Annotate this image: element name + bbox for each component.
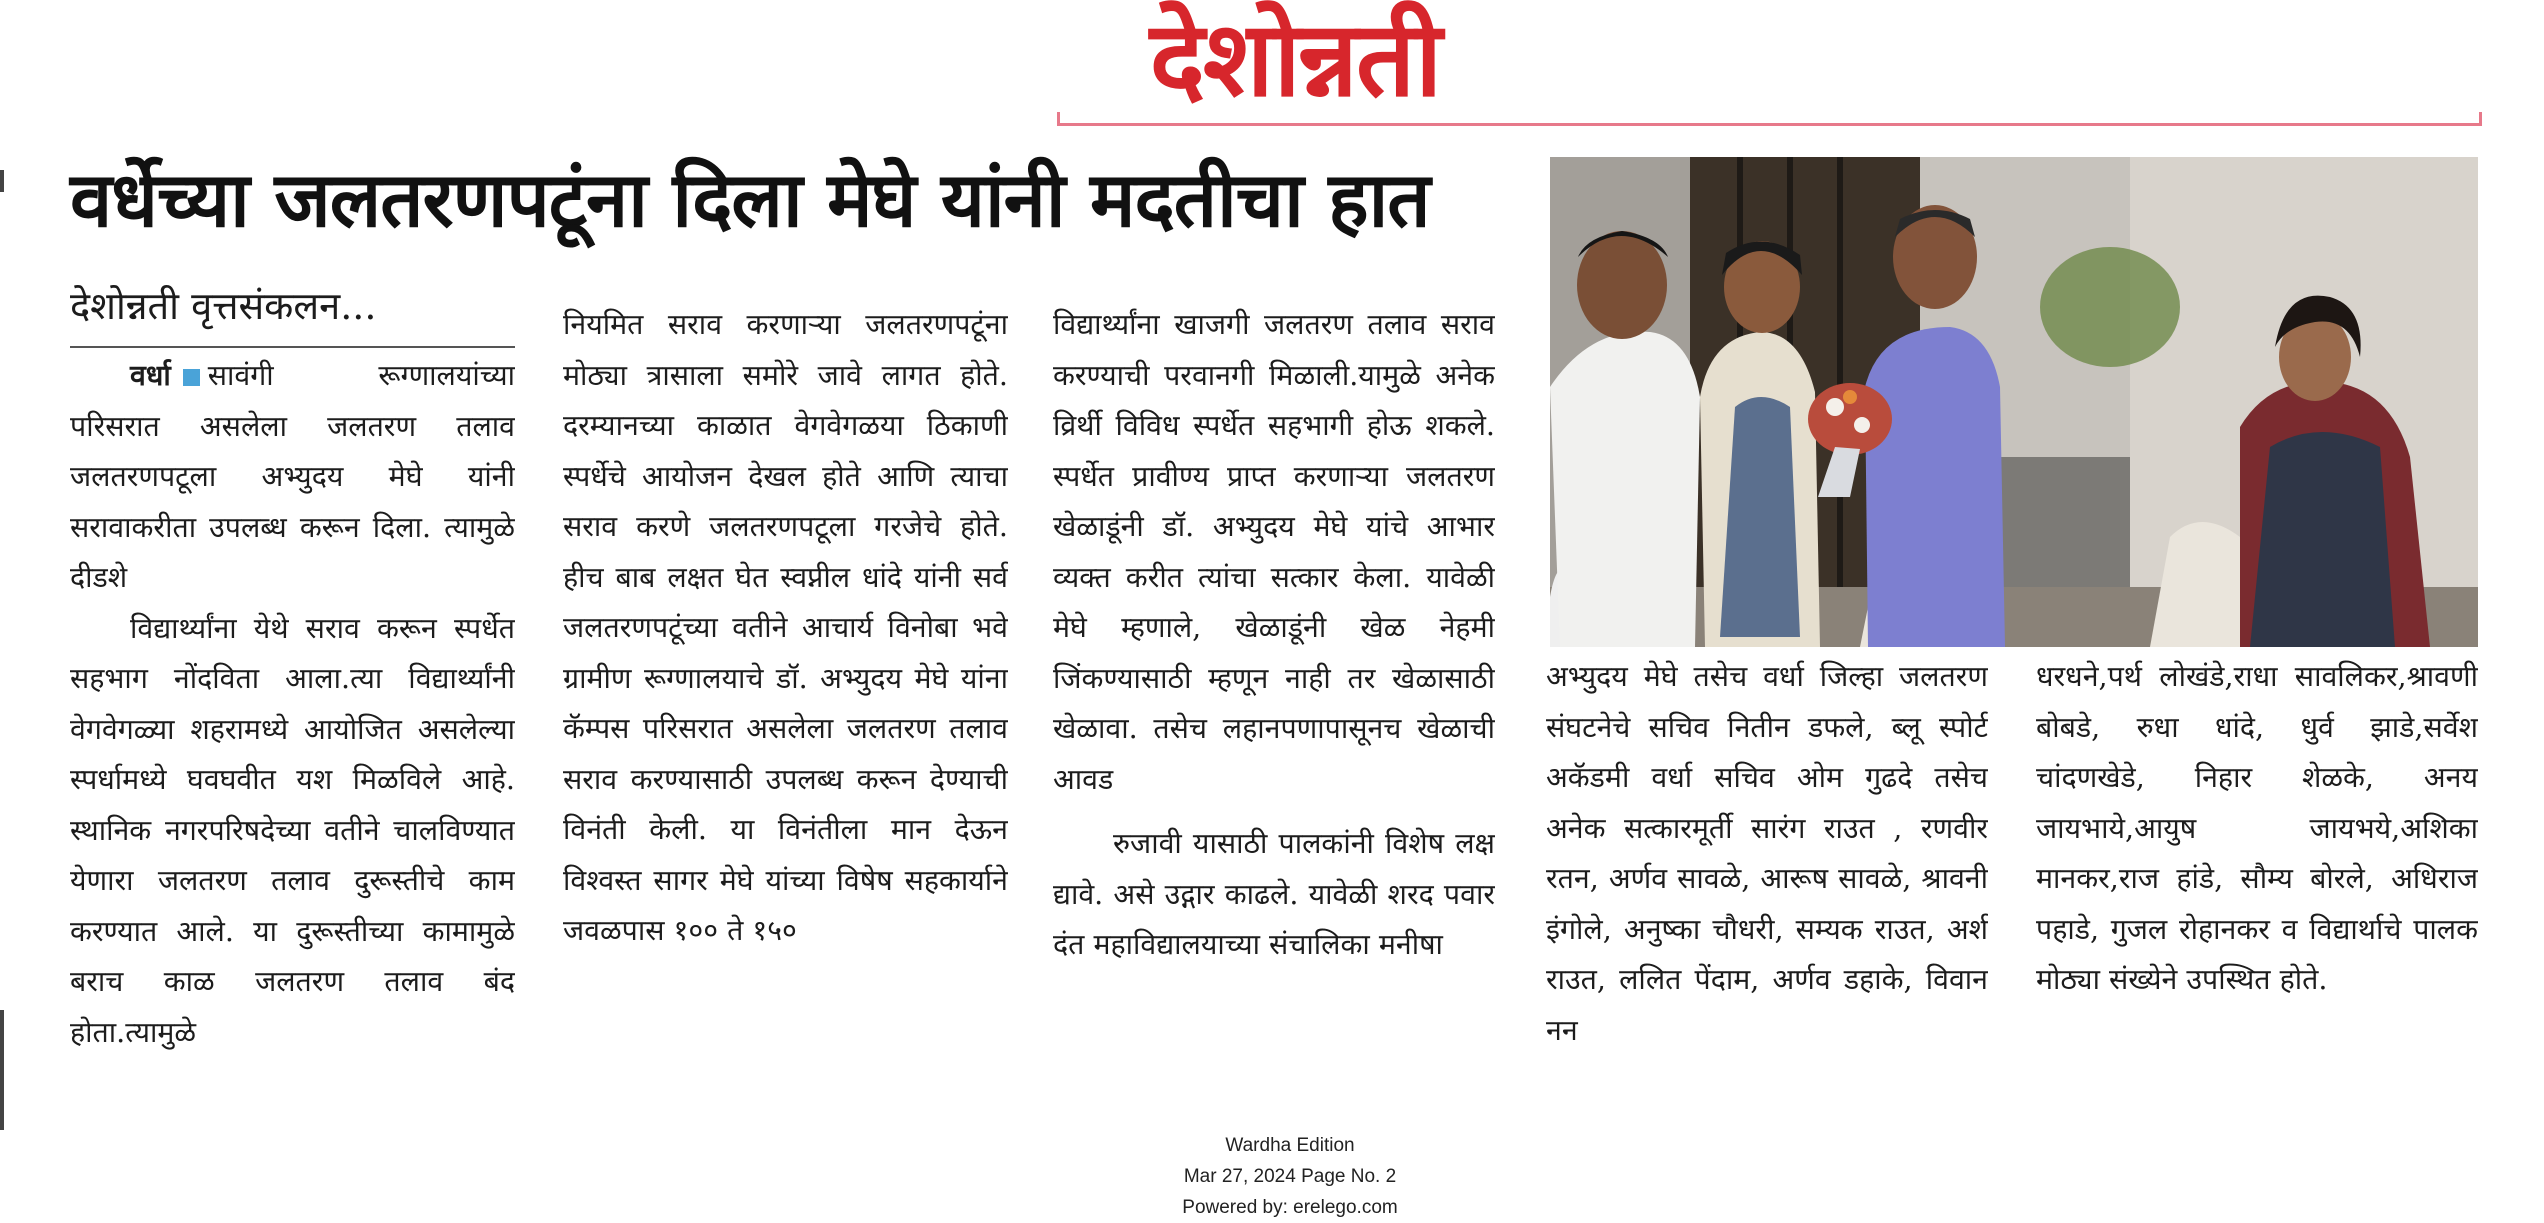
- article-column-3: [1053, 300, 1495, 1108]
- byline-divider: [70, 346, 515, 348]
- column-1-paragraph-1: सावंगी रूग्णालयांच्या परिसरात असलेला जलतरण तलाव जलतरणपटूला अभ्युदय मेघे यांनी सरावाकरीता उपलब्ध करून दिला. त्यामुळे दीडशे: [70, 359, 515, 594]
- newspaper-masthead: देशोन्नती: [1149, 0, 1441, 120]
- column-2-paragraph-1: नियमित सराव करणाऱ्या जलतरणपटूंना मोठ्या त्रासाला समोरे जावे लागत होते. दरम्यानच्या काळात वेगवेगळया ठिकाणी स्पर्धेचे आयोजन देखल होते आणि त्याचा सराव करणे जलतरणपटूला गरजेचे होते. हीच बाब लक्षत घेत स्वप्नील धांदे यांनी सर्व जलतरणपटूंच्या वतीने आचार्य विनोबा भवे ग्रामीण रूग्णालयाचे डॉ. अभ्युदय मेघे यांना कॅम्पस परिसरात असलेला जलतरण तलाव सराव करण्यासाठी उपलब्ध करून देण्याची विनंती केली. या विनंतीला मान देऊन विश्वस्त सागर मेघे यांच्या विषेष सहकार्याने जवळपास १०० ते १५०: [563, 308, 1008, 947]
- article-column-1: [70, 350, 515, 1108]
- footer-date-page: Mar 27, 2024 Page No. 2: [1183, 1166, 1397, 1187]
- column-5-paragraph-1: धरधने,पर्थ लोखंडे,राधा सावलिकर,श्रावणी बोबडे, रुधा धांदे, धुर्व झाडे,सर्वेश चांदणखेडे, निहार शेळके, अनय जायभाये,आयुष जायभये,अशिका मानकर,राज हांडे, सौम्य बोरले, अधिराज पहाडे, गुजल रोहानकर व विद्यार्थाचे पालक मोठ्या संख्येने उपस्थित होते.: [2036, 660, 2478, 996]
- article-column-2: [563, 300, 1008, 1108]
- article-column-5: [2036, 652, 2478, 1110]
- column-4-paragraph-1: अभ्युदय मेघे तसेच वर्धा जिल्हा जलतरण संघटनेचे सचिव नितीन डफले, ब्लू स्पोर्ट अकॅडमी वर्धा सचिव ओम गुढदे तसेच अनेक सत्कारमूर्ती सारंग राउत , रणवीर रतन, अर्णव सावळे, आरूष सावळे, श्रावनी इंगोले, अनुष्का चौधरी, सम्यक राउत, अर्श राउत, ललित पेंदाम, अर्णव डहाके, विवान नन: [1546, 660, 1988, 1047]
- article-column-4: [1546, 652, 1988, 1110]
- article-byline: देशोन्नती वृत्तसंकलन...: [70, 284, 377, 328]
- column-3-paragraph-2: रुजावी यासाठी पालकांनी विशेष लक्ष द्यावे. असे उद्गार काढले. यावेळी शरद पवार दंत महाविद्यालयाच्या संचालिका मनीषा: [1053, 827, 1495, 961]
- dateline-bullet-icon: [183, 369, 200, 386]
- footer-powered-by: Powered by: erelego.com: [1182, 1197, 1398, 1218]
- page-edge-mark: [0, 170, 4, 192]
- column-1-paragraph-2: विद्यार्थ्यांना येथे सराव करून स्पर्धेत सहभाग नोंदविता आला.त्या विद्यार्थ्यांनी वेगवेगळ्या शहरामध्ये आयोजित असलेल्या स्पर्धामध्ये घवघवीत यश मिळविले आहे. स्थानिक नगरपरिषदेच्या वतीने चालविण्यात येणारा जलतरण तलाव दुरूस्तीचे काम करण्यात आले. या दुरूस्तीच्या कामामुळे बराच काळ जलतरण तलाव बंद होता.त्यामुळे: [70, 611, 515, 1049]
- felicitation-photo-graphic: [1550, 157, 2478, 647]
- article-photo: [1550, 157, 2478, 647]
- column-3-paragraph-1: विद्यार्थ्यांना खाजगी जलतरण तलाव सराव करण्याची परवानगी मिळाली.यामुळे अनेक व्रिर्थी विविध स्पर्धेत सहभागी होऊ शकले. स्पर्धेत प्रावीण्य प्राप्त करणाऱ्या जलतरण खेळाडूंनी डॉ. अभ्युदय मेघे यांचे आभार व्यक्त करीत त्यांचा सत्कार केला. यावेळी मेघे म्हणाले, खेळाडूंनी खेळ नेहमी जिंकण्यासाठी म्हणून नाही तर खेळासाठी खेळावा. तसेच लहानपणापासूनच खेळाची आवड: [1053, 308, 1495, 796]
- page-edge-mark: [0, 1010, 4, 1130]
- article-headline: वर्धेच्या जलतरणपटूंना दिला मेघे यांनी मदतीचा हात: [70, 155, 1430, 244]
- page-footer: [1100, 1130, 1480, 1223]
- article-dateline: वर्धा: [130, 358, 171, 392]
- masthead-rule: [1057, 112, 2482, 126]
- footer-edition: Wardha Edition: [1225, 1135, 1355, 1156]
